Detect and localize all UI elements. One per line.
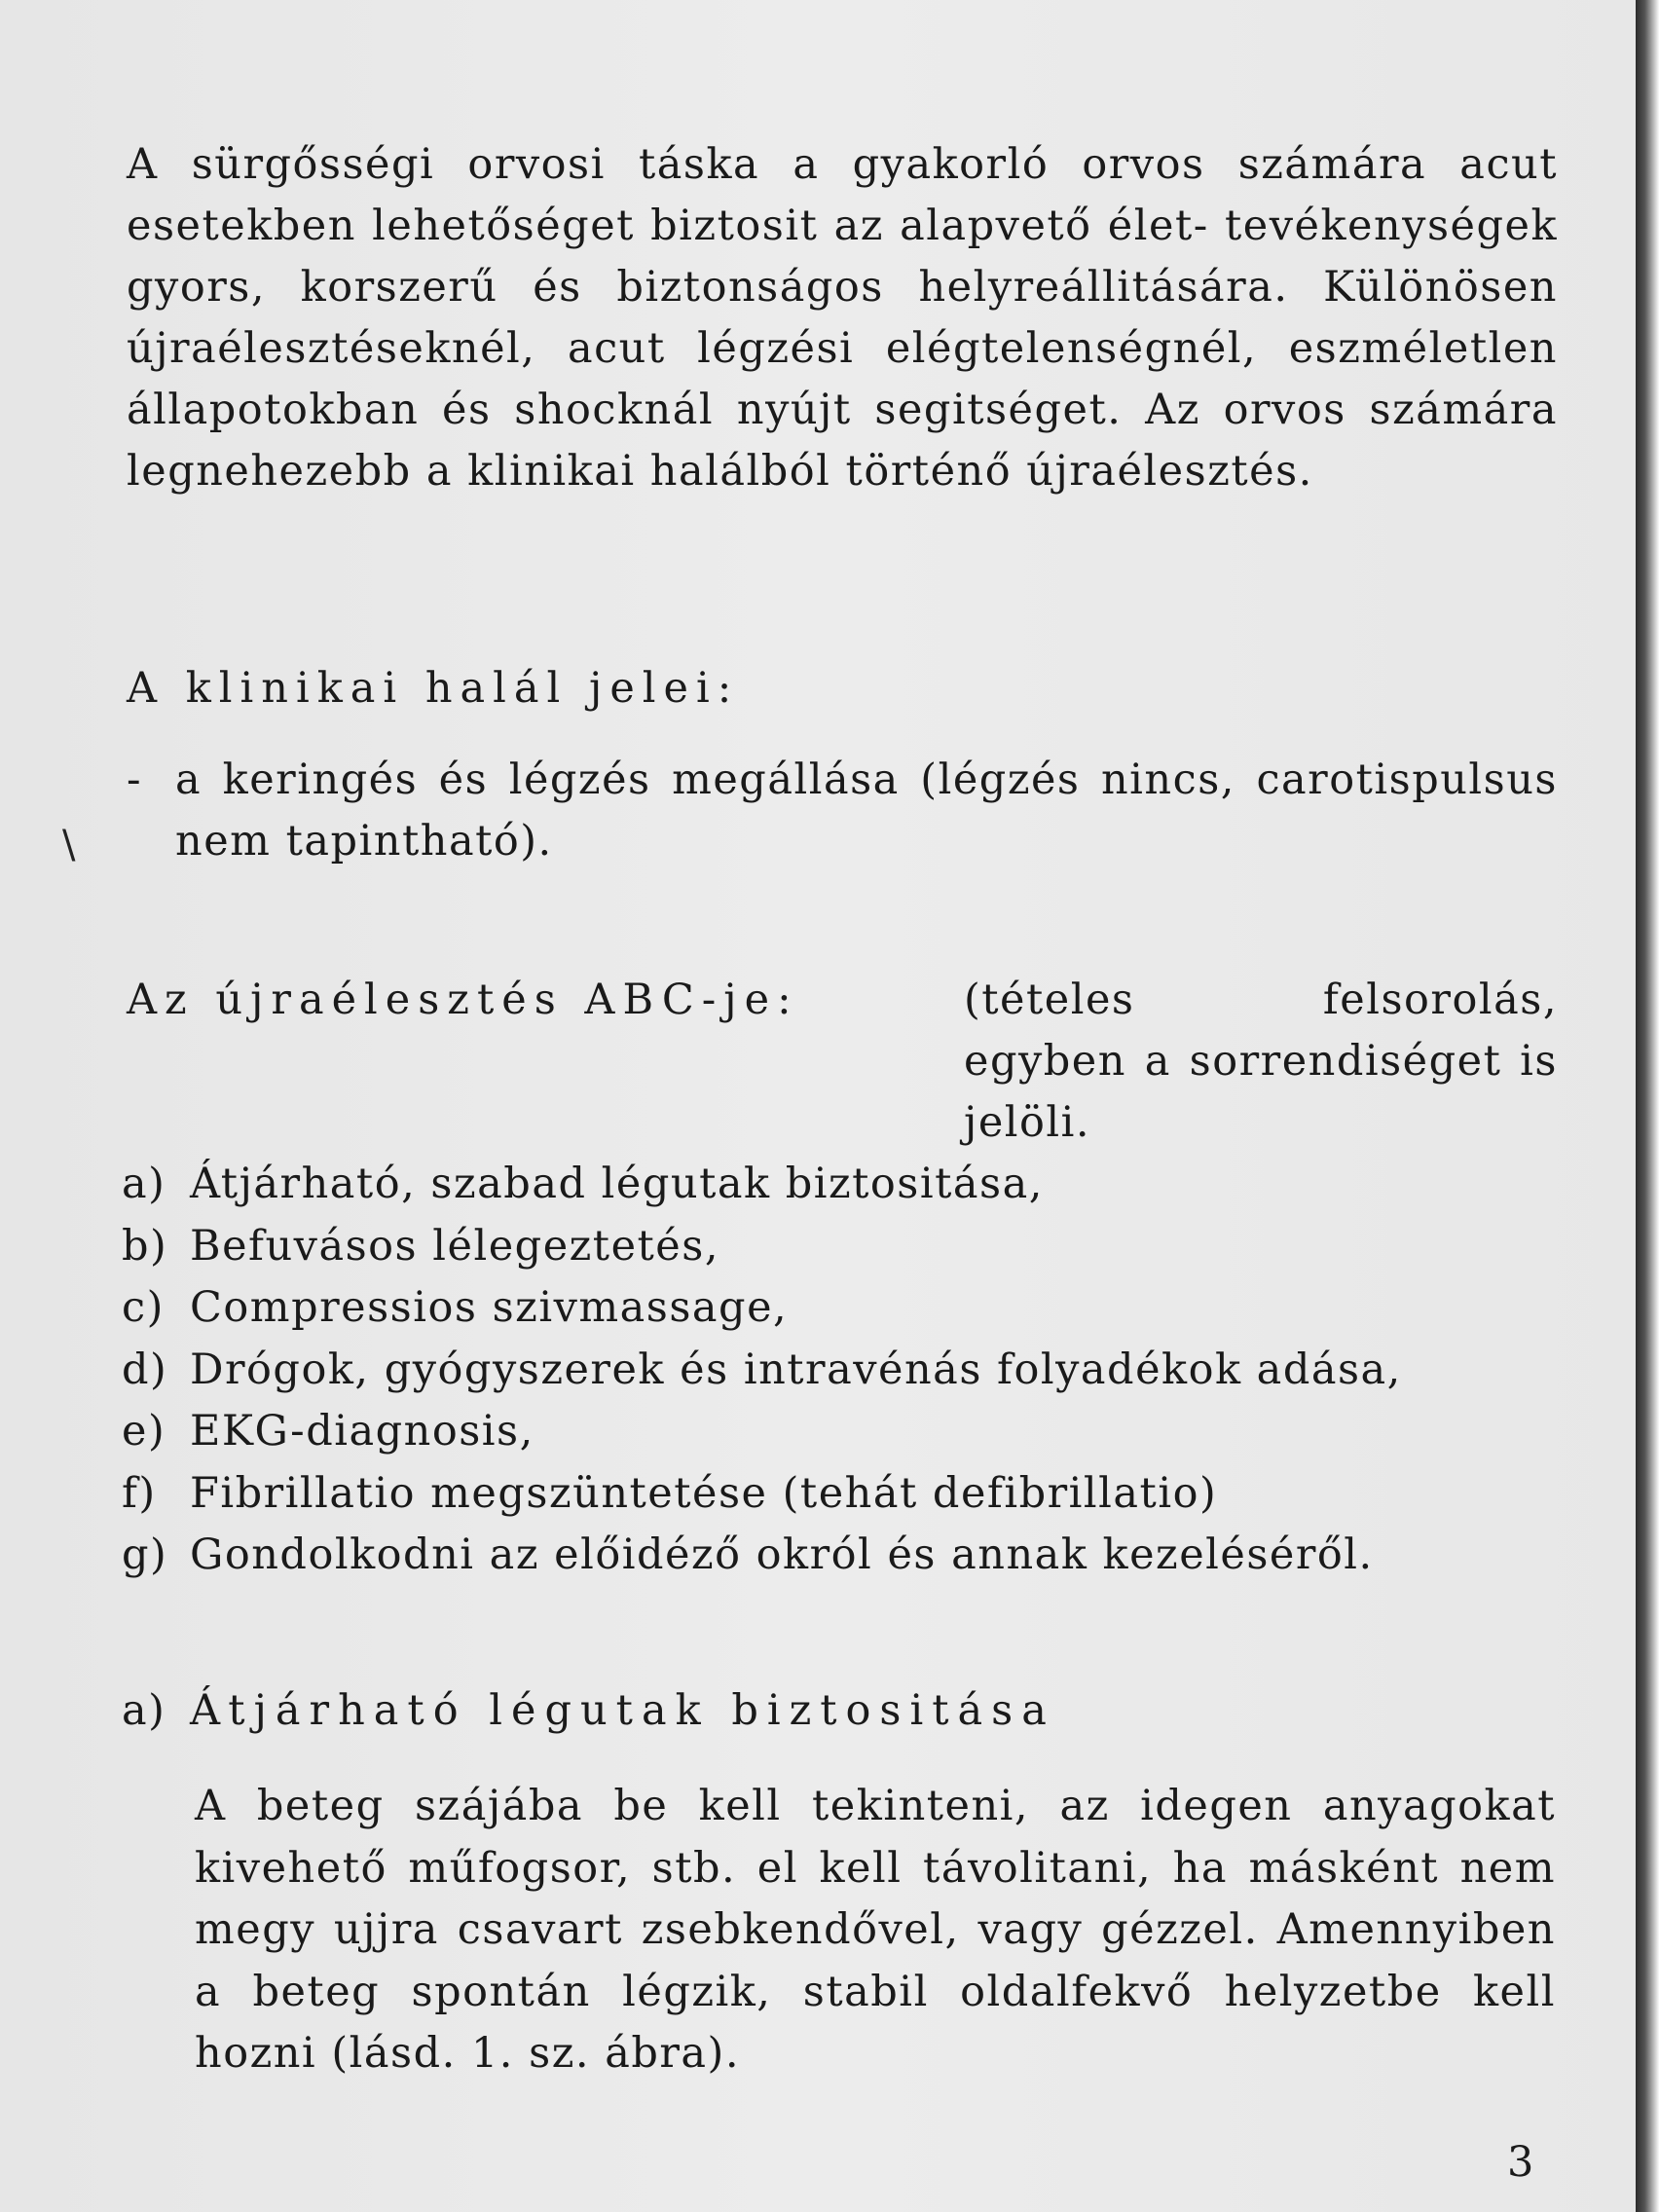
list-text: Drógok, gyógyszerek és intravénás folyadékok adása,	[190, 1345, 1402, 1394]
list-item	[122, 1277, 1402, 1340]
section-a-body: A beteg szájába be kell tekinteni, az idegen anyagokat kivehető műfogsor, stb. el kell távolitani, ha másként nem megy ujjra csavart zsebkendővel, vagy gézzel. Amennyiben a beteg spontán légzik, stabil oldalfekvő helyzetbe kell hozni (lásd. 1. sz. ábra).	[195, 1782, 1556, 2078]
abc-heading: Az újraélesztés ABC-je:	[127, 976, 799, 1024]
list-item	[122, 1525, 1402, 1587]
clinical-death-bullet	[127, 750, 1558, 872]
list-marker: g)	[122, 1530, 168, 1579]
list-marker: b)	[122, 1221, 168, 1271]
list-item	[122, 1154, 1402, 1216]
intro-paragraph	[127, 134, 1558, 502]
page-number: 3	[1507, 2138, 1534, 2187]
list-marker: c)	[122, 1283, 165, 1332]
list-text: EKG-diagnosis,	[190, 1407, 535, 1456]
list-text: Befuvásos lélegeztetés,	[190, 1221, 719, 1271]
list-item	[122, 1401, 1402, 1463]
list-marker: e)	[122, 1407, 166, 1456]
abc-list	[122, 1154, 1402, 1587]
list-marker: f)	[122, 1468, 157, 1518]
intro-text: A sürgősségi orvosi táska a gyakorló orvos számára acut esetekben lehetőséget biztosit az alapvető élet- tevékenységek gyors, korszerű és biztonságos helyreállitására. Különösen újraélesztéseknél, acut légzési elégtelenségnél, eszméletlen állapotokban és shocknál nyújt segitséget. Az orvos számára legnehezebb a klinikai halálból történő újraélesztés.	[127, 140, 1558, 496]
page-edge-shadow	[1636, 0, 1659, 2212]
bullet-dash: -	[127, 756, 143, 804]
list-item	[122, 1216, 1402, 1278]
list-item	[122, 1340, 1402, 1402]
margin-pen-mark: \	[62, 823, 76, 867]
list-item	[122, 1463, 1402, 1526]
list-text: Átjárható, szabad légutak biztositása,	[190, 1160, 1044, 1208]
list-text: Compressios szivmassage,	[190, 1283, 789, 1332]
list-text: Gondolkodni az előidéző okról és annak kezeléséről.	[190, 1530, 1374, 1579]
clinical-death-heading: A klinikai halál jelei:	[127, 664, 740, 713]
list-marker: d)	[122, 1345, 168, 1394]
list-marker: a)	[122, 1160, 166, 1208]
section-title: Átjárható légutak biztositása	[190, 1686, 1055, 1735]
section-a-heading	[122, 1680, 1055, 1742]
abc-note: (tételes felsorolás, egyben a sorrendiséget is jelöli.	[964, 976, 1558, 1147]
list-text: Fibrillatio megszüntetése (tehát defibrillatio)	[190, 1468, 1218, 1518]
bullet-text: a keringés és légzés megállása (légzés nincs, carotispulsus nem tapintható).	[175, 756, 1558, 866]
section-marker: a)	[122, 1686, 166, 1735]
